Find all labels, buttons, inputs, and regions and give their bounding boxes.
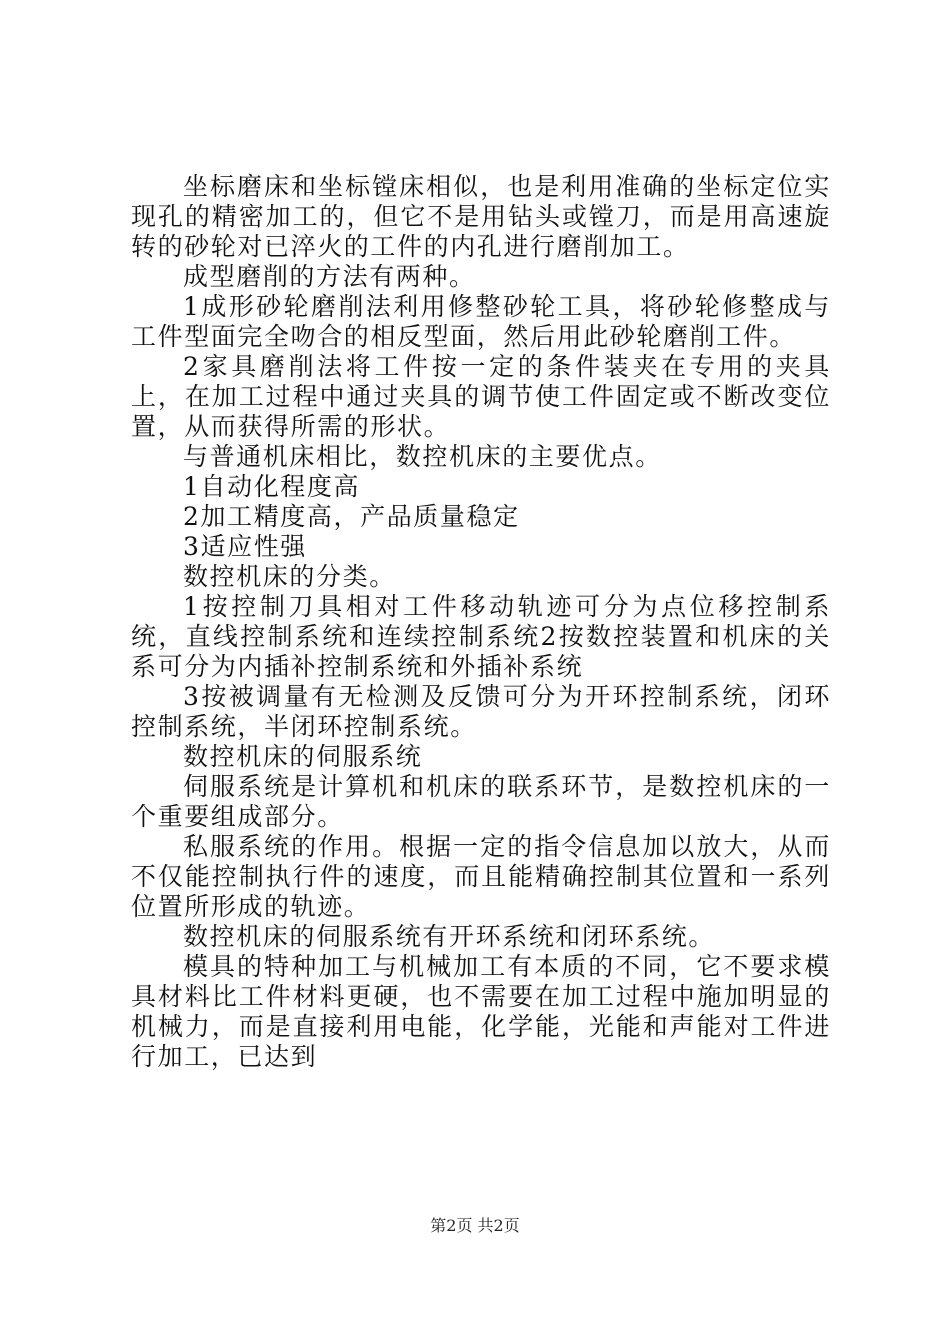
paragraph: 3按被调量有无检测及反馈可分为开环控制系统，闭环控制系统，半闭环控制系统。 [131, 682, 831, 741]
paragraph: 2加工精度高，产品质量稳定 [183, 502, 520, 531]
paragraph: 私服系统的作用。根据一定的指令信息加以放大，从而不仅能控制执行件的速度，而且能精确控制其位置和一系列位置所形成的轨迹。 [131, 832, 831, 921]
page-footer [0, 1216, 950, 1236]
paragraph: 3适应性强 [183, 532, 307, 561]
document-body [131, 172, 831, 1072]
paragraph: 2家具磨削法将工件按一定的条件装夹在专用的夹具上，在加工过程中通过夹具的调节使工件固定或不断改变位置，从而获得所需的形状。 [131, 352, 831, 441]
paragraph: 模具的特种加工与机械加工有本质的不同，它不要求模具材料比工件材料更硬，也不需要在加工过程中施加明显的机械力，而是直接利用电能，化学能，光能和声能对工件进行加工，已达到 [131, 952, 831, 1071]
paragraph: 1按控制刀具相对工件移动轨迹可分为点位移控制系统，直线控制系统和连续控制系统2按数控装置和机床的关系可分为内插补控制系统和外插补系统 [131, 592, 831, 681]
paragraph: 成型磨削的方法有两种。 [183, 262, 476, 291]
paragraph: 1自动化程度高 [183, 472, 361, 501]
paragraph: 数控机床的伺服系统 [183, 742, 423, 771]
paragraph: 数控机床的伺服系统有开环系统和闭环系统。 [183, 922, 716, 951]
paragraph: 伺服系统是计算机和机床的联系环节，是数控机床的一个重要组成部分。 [131, 772, 831, 831]
paragraph: 与普通机床相比，数控机床的主要优点。 [183, 442, 662, 471]
paragraph: 数控机床的分类。 [183, 562, 396, 591]
page-number-label: 第2页 共2页 [430, 1216, 520, 1235]
paragraph: 坐标磨床和坐标镗床相似，也是利用准确的坐标定位实现孔的精密加工的，但它不是用钻头或镗刀，而是用高速旋转的砂轮对已淬火的工件的内孔进行磨削加工。 [131, 172, 831, 261]
paragraph: 1成形砂轮磨削法利用修整砂轮工具，将砂轮修整成与工件型面完全吻合的相反型面，然后用此砂轮磨削工件。 [131, 292, 831, 351]
